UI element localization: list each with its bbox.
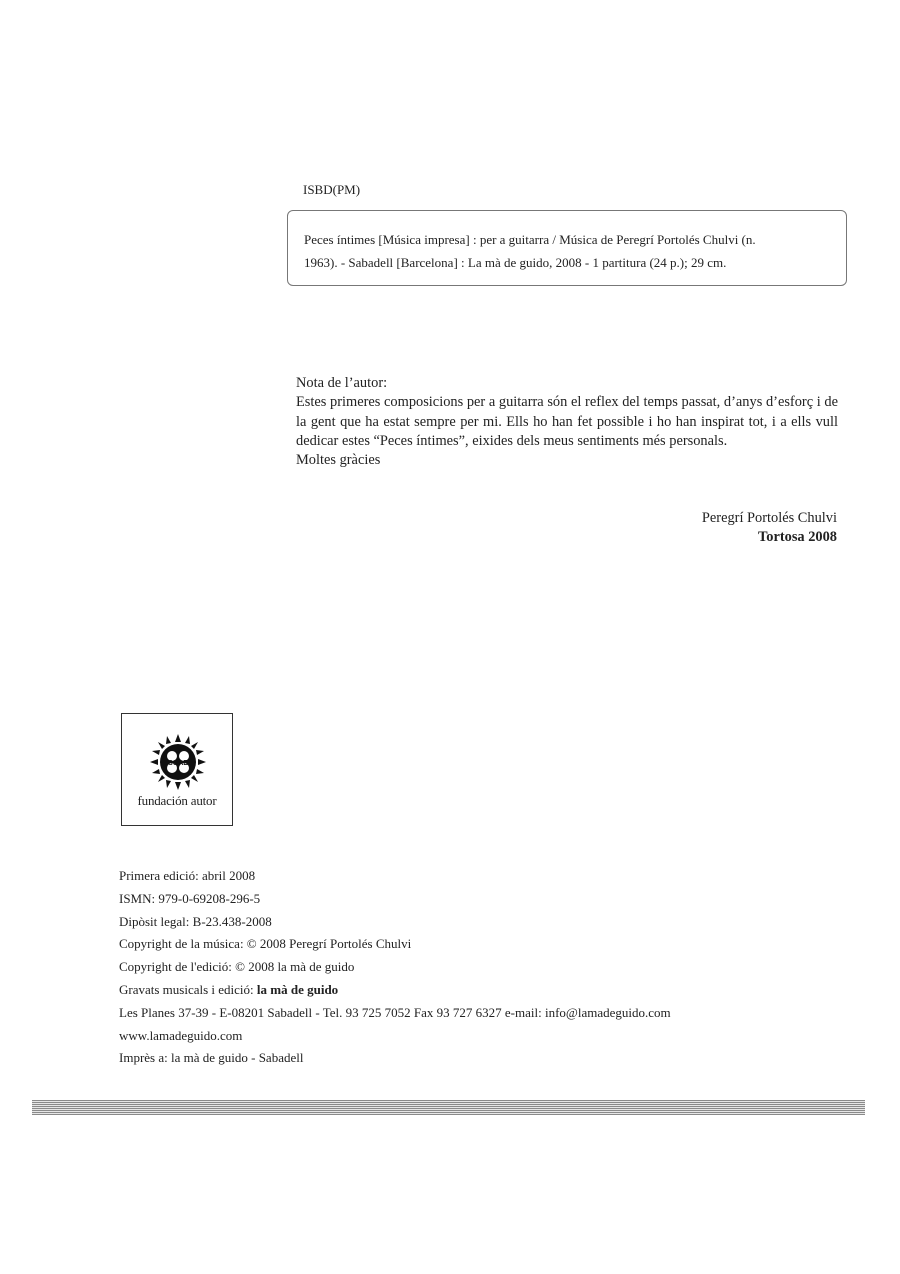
engraving-value: la mà de guido <box>256 981 339 997</box>
footer-rule <box>32 1100 865 1115</box>
ismn: ISMN: 979-0-69208-296-5 <box>119 890 261 906</box>
copyright-edition: Copyright de l'edició: © 2008 la mà de guido <box>119 959 355 975</box>
legal-deposit: Dipòsit legal: B-23.438-2008 <box>119 913 272 929</box>
sgae-sun-icon <box>148 732 208 792</box>
catalog-record-box <box>287 210 847 286</box>
copyright-music: Copyright de la música: © 2008 Peregrí Portolés Chulvi <box>119 936 412 952</box>
colophon <box>119 865 671 1070</box>
address: Les Planes 37-39 - E-08201 Sabadell - Tel. 93 725 7052 Fax 93 727 6327 e-mail: info@lamadeguido.com <box>119 1004 671 1020</box>
fundacion-autor-logo <box>121 713 233 826</box>
catalog-record-line-1: Peces íntimes [Música impresa] : per a guitarra / Música de Peregrí Portolés Chulvi (n. <box>304 232 756 247</box>
isbd-label: ISBD(PM) <box>303 182 361 197</box>
first-edition: Primera edició: abril 2008 <box>119 868 256 883</box>
signature-place-year: Tortosa 2008 <box>757 529 837 546</box>
author-note-heading: Nota de l’autor: <box>296 375 388 391</box>
author-note <box>296 374 838 470</box>
logo-text: fundación autor <box>137 793 217 808</box>
signature <box>702 509 837 548</box>
author-note-closing: Moltes gràcies <box>296 452 381 469</box>
printed-at: Imprès a: la mà de guido - Sabadell <box>119 1050 304 1066</box>
signature-name: Peregrí Portolés Chulvi <box>701 510 837 526</box>
engraving-label: Gravats musicals i edició: <box>119 981 257 997</box>
engraving-line <box>119 979 671 1002</box>
website: www.lamadeguido.com <box>119 1027 243 1043</box>
catalog-record-line-2: 1963). - Sabadell [Barcelona] : La mà de guido, 2008 - 1 partitura (24 p.); 29 cm. <box>304 255 727 270</box>
logo-mark-text: SGAE <box>168 760 188 767</box>
author-note-body: Estes primeres composicions per a guitarra són el reflex del temps passat, d’anys d’esforç i de la gent que ha estat sempre per mi. Ells ho han fet possible i ho han inspirat tot, i a ells vull dedicar estes “Peces íntimes”, eixides dels meus sentiments més personals. <box>296 394 838 449</box>
